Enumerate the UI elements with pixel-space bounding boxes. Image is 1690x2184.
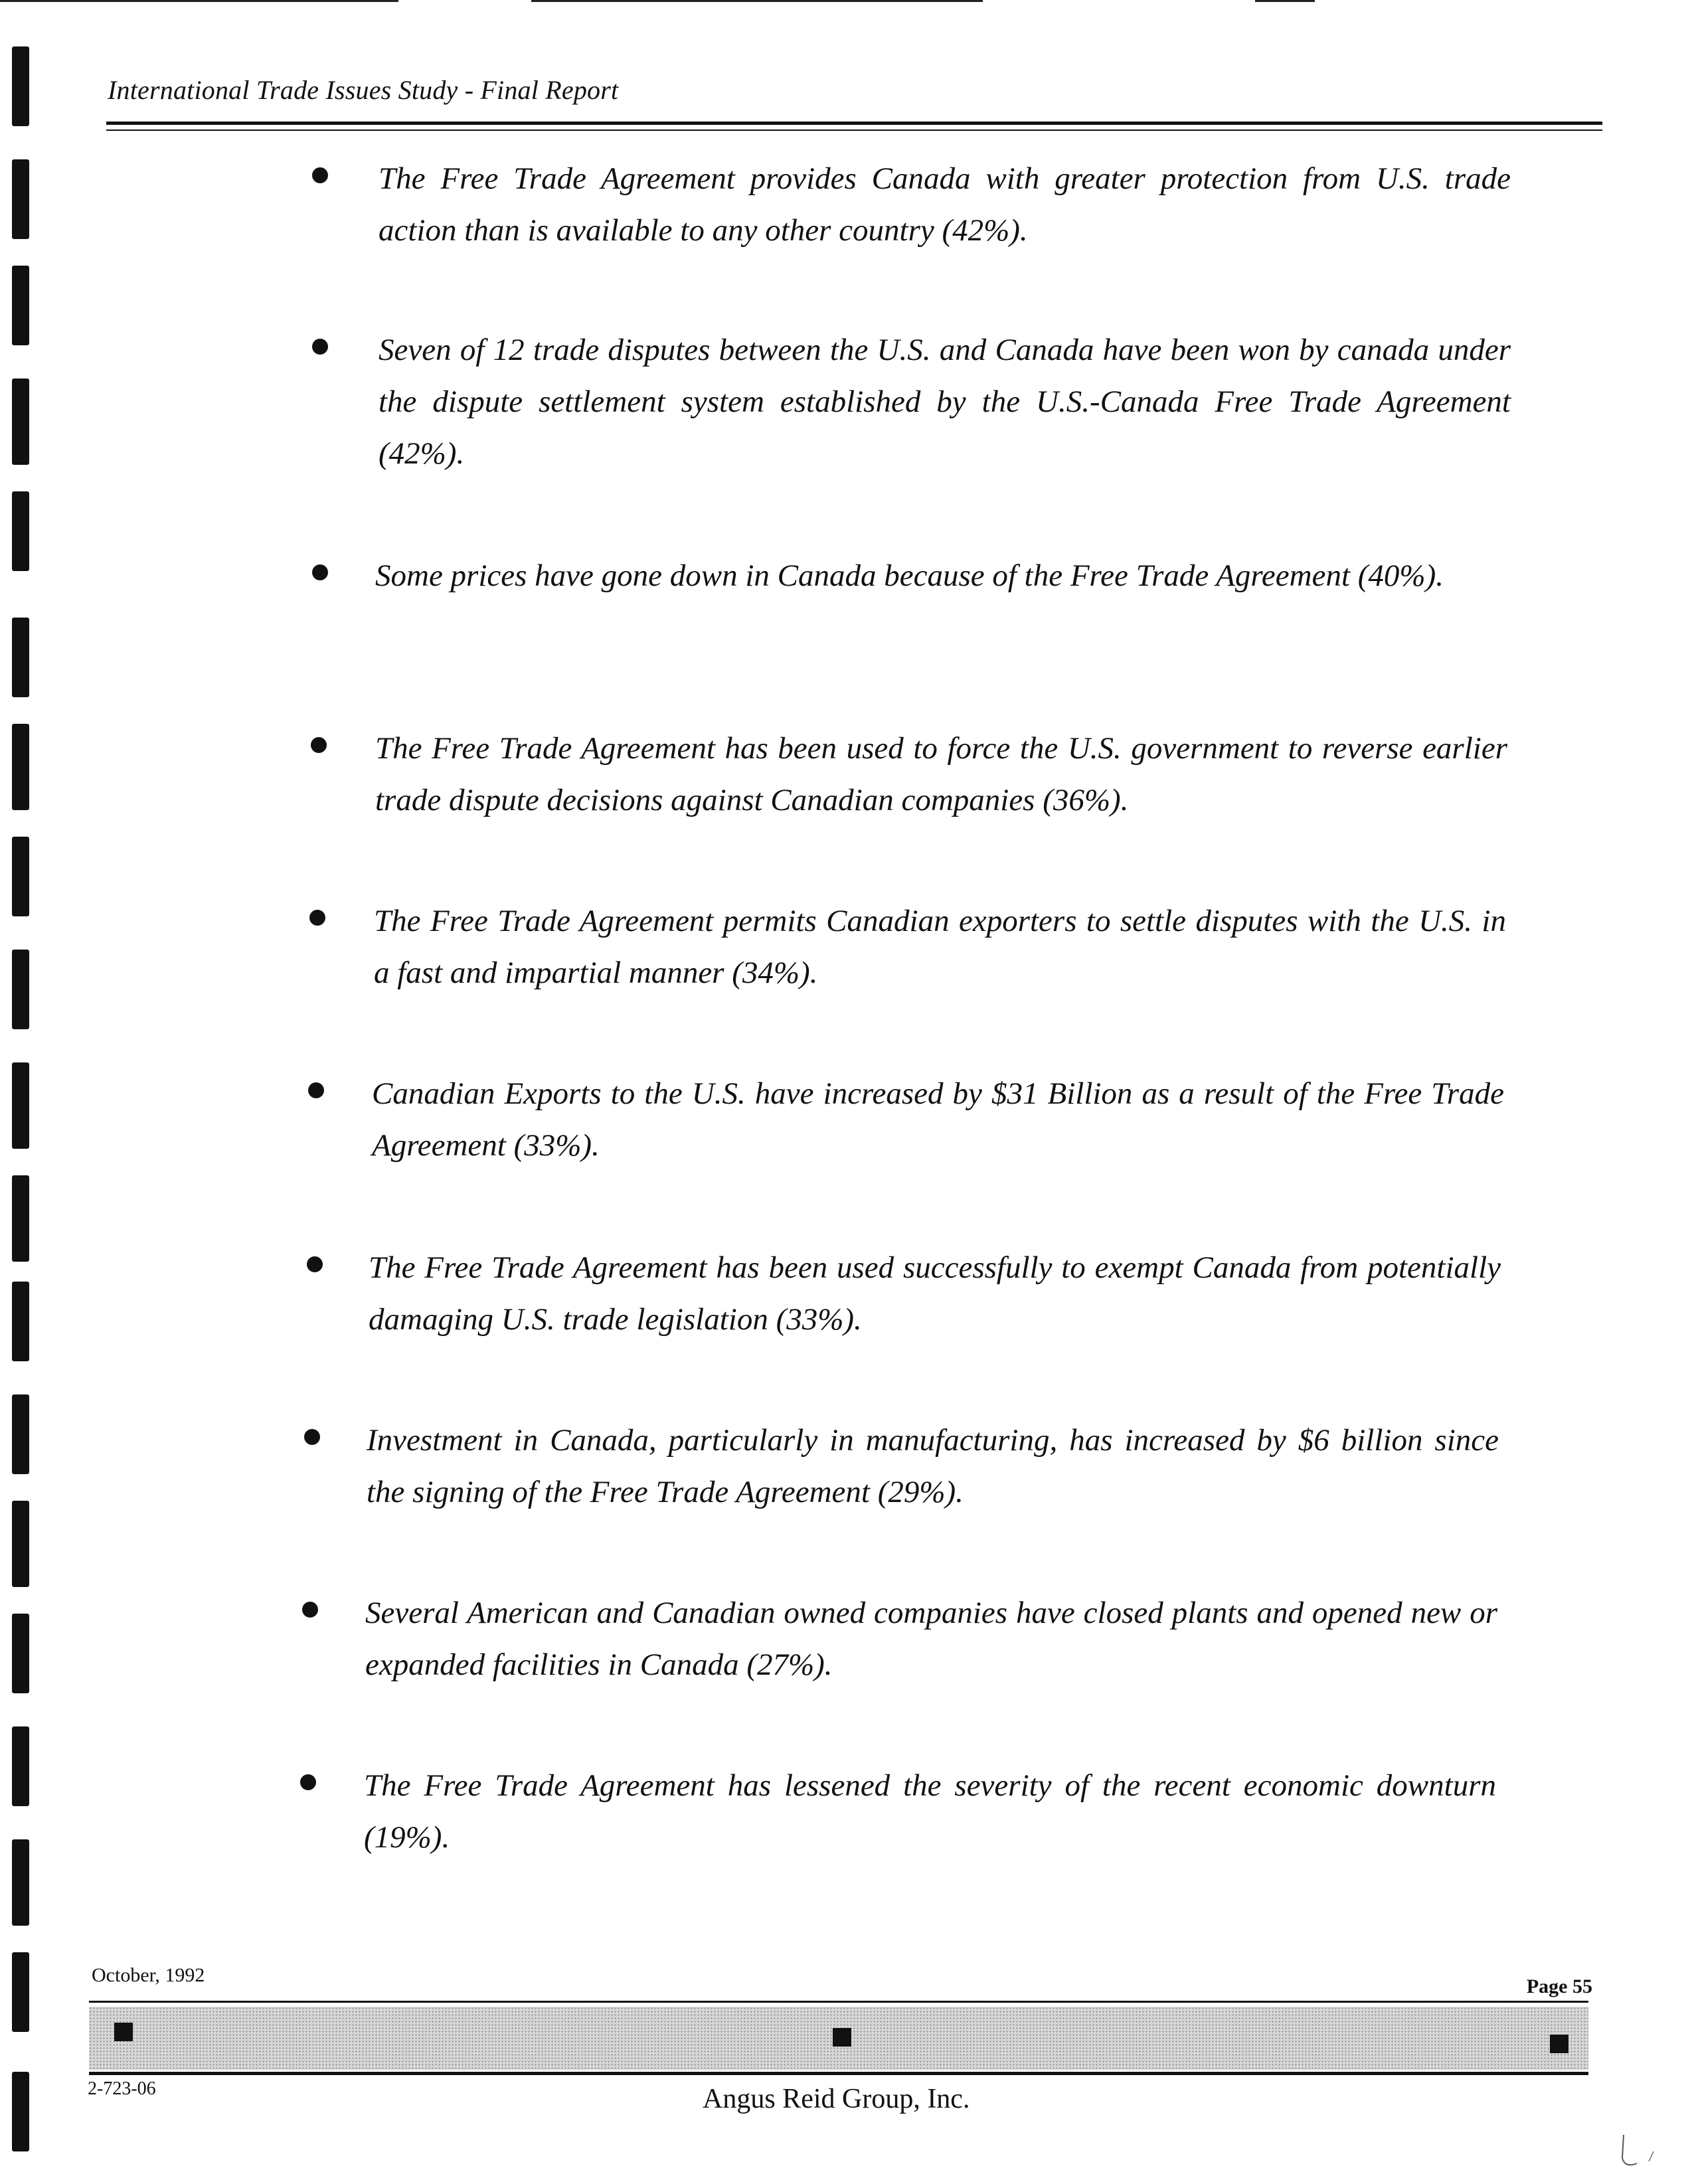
binding-mark	[12, 1952, 29, 2032]
bullet-icon	[304, 1429, 320, 1445]
binding-mark	[12, 46, 29, 126]
bullet-icon	[307, 1256, 323, 1272]
binding-mark	[12, 2072, 29, 2151]
bullet-icon	[312, 564, 328, 580]
square-icon	[833, 2028, 851, 2047]
binding-mark	[12, 159, 29, 239]
list-item-text: The Free Trade Agreement has been used successfully to exempt Canada from potentially damaging U.S. trade legislation (33%).	[369, 1250, 1501, 1337]
list-item-text: Several American and Canadian owned companies have closed plants and opened new or expanded facilities in Canada (27%).	[365, 1596, 1497, 1682]
bullet-icon	[300, 1774, 316, 1790]
document-code: 2-723-06	[88, 2078, 156, 2099]
bullet-icon	[302, 1602, 318, 1618]
binding-mark	[12, 837, 29, 916]
binding-mark	[12, 491, 29, 571]
binding-mark	[12, 618, 29, 697]
header-rule-bottom	[106, 129, 1602, 131]
company-name: Angus Reid Group, Inc.	[703, 2084, 970, 2114]
list-item-text: The Free Trade Agreement has lessened the severity of the recent economic downturn (19%).	[364, 1768, 1496, 1855]
footer-rule-top	[89, 2001, 1588, 2003]
footer-pattern-band	[89, 2007, 1588, 2070]
binding-mark	[12, 1282, 29, 1361]
scan-edge-line	[531, 0, 983, 2]
bullet-icon	[308, 1082, 324, 1098]
list-item-text: The Free Trade Agreement has been used to force the U.S. government to reverse earlier trade dispute decisions against Canadian companies (36%).	[375, 731, 1507, 817]
binding-mark	[12, 1062, 29, 1149]
square-icon	[1550, 2035, 1568, 2053]
square-icon	[114, 2023, 133, 2041]
header-rule-top	[106, 122, 1602, 125]
list-item-text: Investment in Canada, particularly in manufacturing, has increased by $6 billion since the signing of the Free Trade Agreement (29%).	[367, 1423, 1499, 1509]
binding-mark	[12, 1394, 29, 1474]
footer-rule-bottom	[89, 2072, 1588, 2075]
list-item-text: Canadian Exports to the U.S. have increased by $31 Billion as a result of the Free Trade Agreement (33%).	[372, 1076, 1504, 1163]
bullet-icon	[312, 167, 328, 183]
footer-date: October, 1992	[92, 1964, 205, 1986]
binding-mark	[12, 378, 29, 465]
list-item-text: Seven of 12 trade disputes between the U.S. and Canada have been won by canada under the dispute settlement system established by the U.S.-Canada Free Trade Agreement (42%).	[379, 333, 1511, 471]
page-header-title: International Trade Issues Study - Final Report	[108, 75, 619, 105]
binding-mark	[12, 1501, 29, 1587]
scan-edge-line	[1255, 0, 1315, 2]
list-item-text: Some prices have gone down in Canada because of the Free Trade Agreement (40%).	[375, 558, 1444, 593]
list-item-text: The Free Trade Agreement permits Canadian exporters to settle disputes with the U.S. in a fast and impartial manner (34%).	[374, 904, 1506, 990]
bullet-icon	[311, 737, 327, 753]
scan-edge-line	[0, 0, 398, 2]
binding-mark	[12, 724, 29, 810]
bullet-icon	[312, 339, 328, 355]
binding-mark	[12, 1175, 29, 1262]
binding-mark	[12, 1839, 29, 1926]
binding-mark	[12, 1614, 29, 1693]
list-item-text: The Free Trade Agreement provides Canada with greater protection from U.S. trade action than is available to any other country (42%).	[379, 161, 1511, 248]
page-number: Page 55	[1526, 1975, 1592, 1997]
binding-mark	[12, 266, 29, 345]
pen-mark-icon	[1617, 2132, 1663, 2178]
binding-mark	[12, 1726, 29, 1806]
bullet-icon	[309, 910, 325, 926]
binding-mark	[12, 950, 29, 1029]
